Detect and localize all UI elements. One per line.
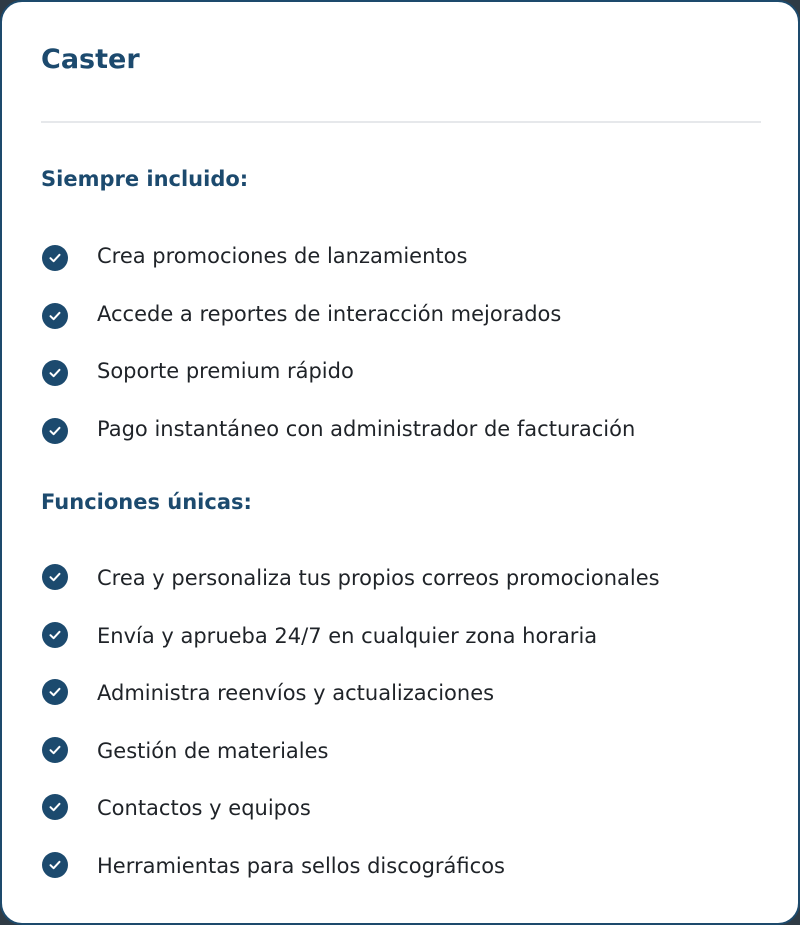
feature-label: Accede a reportes de interacción mejorados [97,301,562,326]
feature-label: Envía y aprueba 24/7 en cualquier zona horaria [97,623,598,648]
section-title-unique-features: Funciones únicas: [41,490,252,514]
divider [41,121,761,123]
check-circle-icon [42,622,68,648]
check-circle-icon [42,852,68,878]
feature-label: Soporte premium rápido [97,359,354,383]
check-circle-icon [42,794,68,820]
feature-label: Pago instantáneo con administrador de facturación [97,416,636,441]
feature-label: Gestión de materiales [97,738,329,763]
check-circle-icon [42,360,68,386]
feature-label: Crea y personaliza tus propios correos promocionales [97,566,660,590]
check-circle-icon [42,679,68,705]
plan-title: Caster [41,44,140,75]
check-circle-icon [42,245,68,271]
feature-label: Herramientas para sellos discográficos [97,853,505,878]
feature-label: Crea promociones de lanzamientos [97,244,468,268]
section-title-always-included: Siempre incluido: [41,167,249,191]
check-circle-icon [42,418,68,444]
feature-label: Administra reenvíos y actualizaciones [97,681,495,705]
check-circle-icon [42,564,68,590]
check-circle-icon [42,303,68,329]
feature-label: Contactos y equipos [97,796,311,820]
check-circle-icon [42,737,68,763]
